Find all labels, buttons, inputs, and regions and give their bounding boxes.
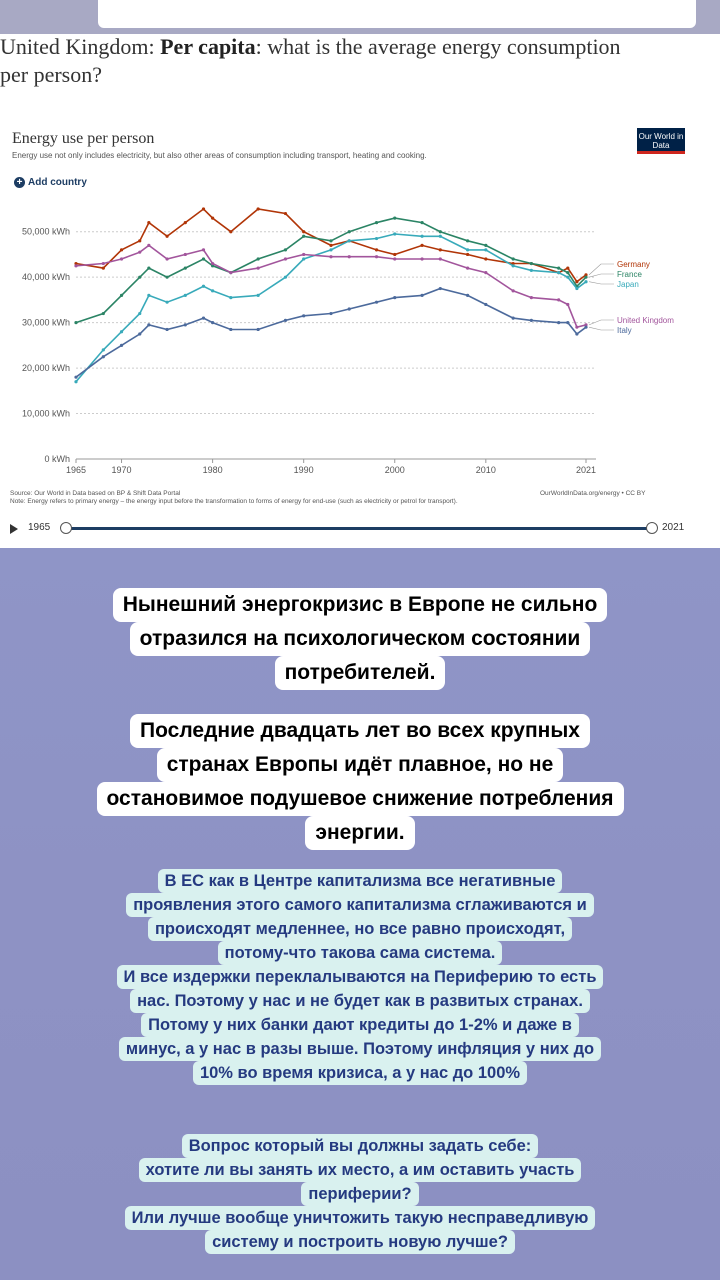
data-point [120,294,123,297]
data-point [257,257,260,260]
data-point [566,276,569,279]
data-point [439,257,442,260]
y-tick-label: 10,000 kWh [21,408,70,419]
data-point [375,221,378,224]
data-point [439,248,442,251]
data-point [165,276,168,279]
data-point [393,253,396,256]
data-point [420,235,423,238]
data-point [147,244,150,247]
data-point [393,232,396,235]
x-tick-label: 1990 [293,465,314,475]
data-point [202,316,205,319]
data-point [138,276,141,279]
data-point [257,294,260,297]
x-tick-label: 1980 [202,465,223,475]
data-point [165,301,168,304]
y-tick-label: 50,000 kWh [21,226,70,237]
data-point [393,216,396,219]
data-point [138,251,141,254]
timeline-end-label: 2021 [662,522,685,533]
data-point [184,253,187,256]
data-point [420,294,423,297]
legend-connector [589,264,614,275]
data-point [211,262,214,265]
data-point [202,248,205,251]
text-line: энергии. [305,816,414,850]
data-point [284,276,287,279]
data-point [229,296,232,299]
data-point [211,321,214,324]
data-point [302,235,305,238]
text-line: нас. Поэтому у нас и не будет как в развитых странах. [130,989,590,1013]
data-point [211,216,214,219]
text-line: периферии? [301,1182,418,1206]
data-point [348,307,351,310]
text-line: происходят медленнее, но все равно происходят, [148,917,572,941]
top-search-bar [98,0,696,28]
data-point [566,303,569,306]
data-point [466,266,469,269]
data-point [202,285,205,288]
text-line: В ЕС как в Центре капитализма все негативные [158,869,563,893]
data-point [512,257,515,260]
x-tick-label: 2010 [475,465,496,475]
data-point [575,326,578,329]
data-point [229,271,232,274]
data-point [165,235,168,238]
data-point [302,253,305,256]
data-point [147,294,150,297]
y-tick-label: 40,000 kWh [21,272,70,283]
series-line [76,218,586,323]
text-line: Вопрос который вы должны задать себе: [182,1134,539,1158]
data-point [138,332,141,335]
timeline-start-label: 1965 [28,522,51,533]
data-point [284,248,287,251]
data-point [302,230,305,233]
text-line: Нынешний энергокризис в Европе не сильно [113,588,608,622]
legend-label: Germany [617,260,650,269]
paragraph-question [0,1134,720,1254]
text-line: Последние двадцать лет во всех крупных [130,714,590,748]
text-line: потребителей. [275,656,446,690]
data-point [147,266,150,269]
paragraph-capitalism [0,869,720,1085]
y-tick-label: 0 kWh [44,454,70,464]
data-point [575,332,578,335]
timeline-track[interactable] [66,527,650,530]
data-point [184,294,187,297]
data-point [575,287,578,290]
data-point [393,296,396,299]
data-point [120,257,123,260]
data-point [102,266,105,269]
legend-label: France [617,270,642,279]
data-point [165,328,168,331]
data-point [284,319,287,322]
data-point [375,237,378,240]
text-line: странах Европы идёт плавное, но не [157,748,564,782]
text-line: минус, а у нас в разы выше. Поэтому инфляция у них до [119,1037,601,1061]
data-point [466,294,469,297]
text-line: Потому у них банки дают кредиты до 1-2% и даже в [141,1013,579,1037]
data-point [74,321,77,324]
source-note: Source: Our World in Data based on BP & Shift Data Portal Note: Energy refers to primary energy – the energy input before the transformation to forms of energy for end-use (such as electricity or petrol for transport). [10,490,458,505]
data-point [348,255,351,258]
text-line: отразился на психологическом состоянии [130,622,591,656]
data-point [120,344,123,347]
chart-subtitle: Energy use not only includes electricity, but also other areas of consumption including transport, heating and cooking. [12,151,427,160]
data-point [530,319,533,322]
data-point [257,207,260,210]
data-point [566,321,569,324]
data-point [184,266,187,269]
data-point [348,239,351,242]
data-point [439,287,442,290]
text-line: Или лучше вообще уничтожить такую несправедливую [125,1206,596,1230]
data-point [329,312,332,315]
data-point [375,255,378,258]
plus-circle-icon: + [14,177,25,188]
legend-label: United Kingdom [617,316,674,325]
data-point [147,323,150,326]
heading-bold: Per capita [160,34,256,59]
data-point [202,257,205,260]
data-point [284,212,287,215]
x-tick-label: 1965 [65,465,87,475]
data-point [74,376,77,379]
data-point [484,244,487,247]
paragraph-energy-crisis [0,588,720,690]
data-point [557,321,560,324]
paragraph-consumption-decline [0,714,720,850]
data-point [484,303,487,306]
data-point [102,262,105,265]
data-point [420,221,423,224]
data-point [211,289,214,292]
data-point [329,239,332,242]
x-tick-label: 2021 [575,465,597,475]
play-icon[interactable] [10,524,18,534]
data-point [530,262,533,265]
data-point [420,244,423,247]
text-line: потому-что такова сама система. [218,941,503,965]
data-point [484,248,487,251]
data-point [484,271,487,274]
text-line: проявления этого самого капитализма сглаживаются и [126,893,594,917]
legend-label: Italy [617,326,632,335]
data-point [102,348,105,351]
text-line: И все издержки переклалываются на Периферию то есть [117,965,604,989]
data-point [184,221,187,224]
data-point [284,257,287,260]
data-point [530,296,533,299]
data-point [466,239,469,242]
text-line: хотите ли вы занять их место, а им оставить участь [139,1158,582,1182]
legend-connector [589,327,614,330]
data-point [329,255,332,258]
text-line: систему и построить новую лучше? [205,1230,515,1254]
data-point [557,298,560,301]
data-point [584,276,587,279]
data-point [512,264,515,267]
chart-title: Energy use per person [12,130,155,147]
x-tick-label: 2000 [384,465,405,475]
legend-connector [589,282,614,284]
add-country-button[interactable]: + Add country [14,177,87,188]
data-point [138,239,141,242]
data-point [120,248,123,251]
data-point [466,248,469,251]
text-line: 10% во время кризиса, а у нас до 100% [193,1061,527,1085]
data-point [302,257,305,260]
legend-label: Japan [617,280,639,289]
timeline-slider[interactable] [10,520,690,540]
data-point [302,314,305,317]
data-point [530,269,533,272]
data-point [439,230,442,233]
data-point [393,257,396,260]
data-point [138,312,141,315]
data-point [557,271,560,274]
data-point [329,244,332,247]
data-point [566,266,569,269]
data-point [102,312,105,315]
data-point [484,257,487,260]
data-point [329,248,332,251]
data-point [557,266,560,269]
y-tick-label: 20,000 kWh [21,363,70,374]
series-line [76,289,586,378]
data-point [439,235,442,238]
data-point [575,280,578,283]
data-point [584,326,587,329]
timeline-end-handle[interactable] [646,522,658,534]
source-right: OurWorldInData.org/energy • CC BY [540,490,646,497]
data-point [375,301,378,304]
data-point [229,328,232,331]
data-point [584,280,587,283]
y-tick-label: 30,000 kWh [21,317,70,328]
x-tick-label: 1970 [111,465,132,475]
page-heading: United Kingdom: Per capita: what is the average energy consumption per person? [0,34,621,87]
data-point [229,230,232,233]
timeline-start-handle[interactable] [60,522,72,534]
data-point [202,207,205,210]
data-point [74,264,77,267]
data-point [512,316,515,319]
owid-logo: Our World in Data [637,128,685,154]
data-point [74,380,77,383]
data-point [184,323,187,326]
data-point [466,253,469,256]
data-point [147,221,150,224]
data-point [420,257,423,260]
data-point [165,257,168,260]
data-point [348,230,351,233]
data-point [566,271,569,274]
data-point [120,330,123,333]
data-point [257,266,260,269]
data-point [102,355,105,358]
data-point [512,289,515,292]
text-line: остановимое подушевое снижение потребления [97,782,624,816]
data-point [375,248,378,251]
data-point [257,328,260,331]
energy-line-chart [0,200,706,485]
